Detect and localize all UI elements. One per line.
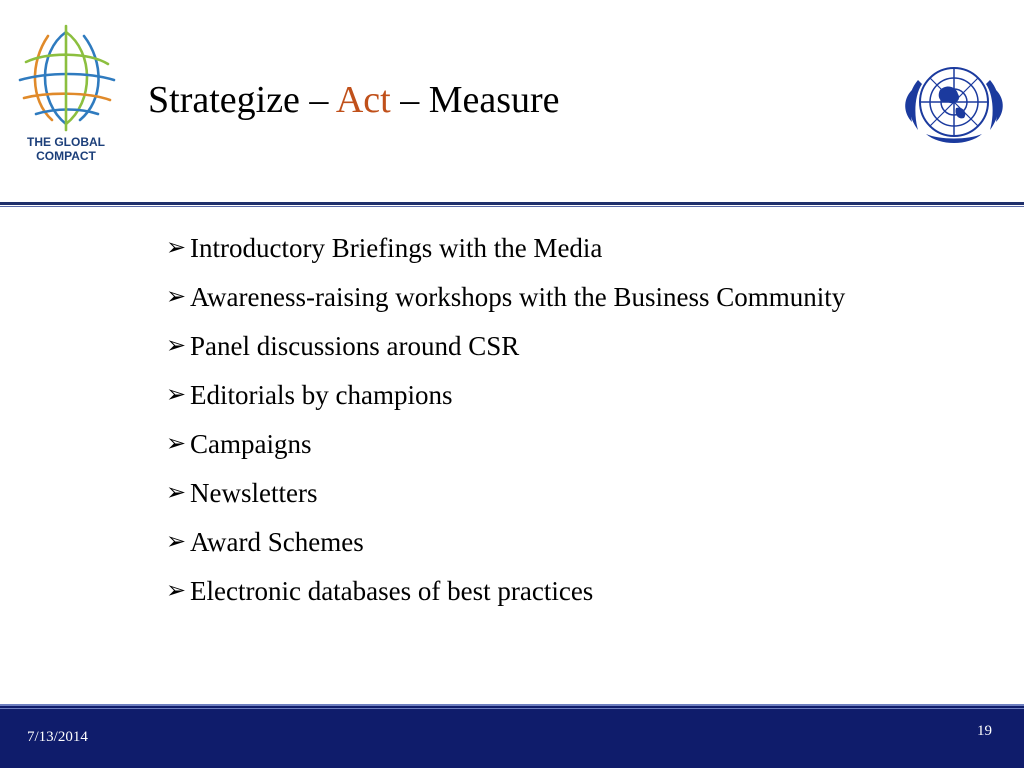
- list-item-text: Introductory Briefings with the Media: [190, 233, 603, 263]
- footer-date: 7/13/2014: [27, 729, 88, 745]
- arrow-bullet-icon: ➢: [166, 382, 187, 408]
- footer-divider: [0, 704, 1024, 706]
- globe-icon: [8, 22, 124, 134]
- header-divider: [0, 202, 1024, 205]
- list-item-text: Newsletters: [190, 478, 318, 508]
- list-item: [166, 328, 886, 365]
- header-divider-thin: [0, 206, 1024, 207]
- bullet-list: [166, 230, 886, 622]
- list-item-text: Panel discussions around CSR: [190, 331, 520, 361]
- slide-title: [148, 76, 560, 124]
- list-item-text: Awareness-raising workshops with the Business Community: [190, 282, 846, 312]
- list-item: [166, 426, 886, 463]
- title-part-2: – Measure: [390, 79, 560, 121]
- global-compact-logo: [8, 22, 124, 172]
- list-item: [166, 573, 886, 610]
- title-part-1: Strategize –: [148, 79, 336, 121]
- arrow-bullet-icon: ➢: [166, 480, 187, 506]
- list-item-text: Campaigns: [190, 429, 312, 459]
- list-item-text: Award Schemes: [190, 527, 364, 557]
- un-emblem-icon: [896, 50, 1012, 154]
- arrow-bullet-icon: ➢: [166, 529, 187, 555]
- arrow-bullet-icon: ➢: [166, 235, 187, 261]
- arrow-bullet-icon: ➢: [166, 431, 187, 457]
- list-item: [166, 279, 886, 316]
- footer-bar: [0, 704, 1024, 768]
- footer-divider-thin: [0, 708, 1024, 709]
- list-item-text: Electronic databases of best practices: [190, 576, 594, 606]
- arrow-bullet-icon: ➢: [166, 333, 187, 359]
- logo-text-line-1: THE GLOBAL: [27, 135, 105, 149]
- list-item: [166, 524, 886, 561]
- list-item: [166, 475, 886, 512]
- list-item: [166, 377, 886, 414]
- list-item-text: Editorials by champions: [190, 380, 453, 410]
- arrow-bullet-icon: ➢: [166, 578, 187, 604]
- list-item: [166, 230, 886, 267]
- logo-text-line-2: COMPACT: [36, 149, 96, 163]
- un-emblem: [896, 50, 1012, 154]
- title-accent: Act: [335, 79, 391, 121]
- page-number: 19: [977, 723, 992, 739]
- arrow-bullet-icon: ➢: [166, 284, 187, 310]
